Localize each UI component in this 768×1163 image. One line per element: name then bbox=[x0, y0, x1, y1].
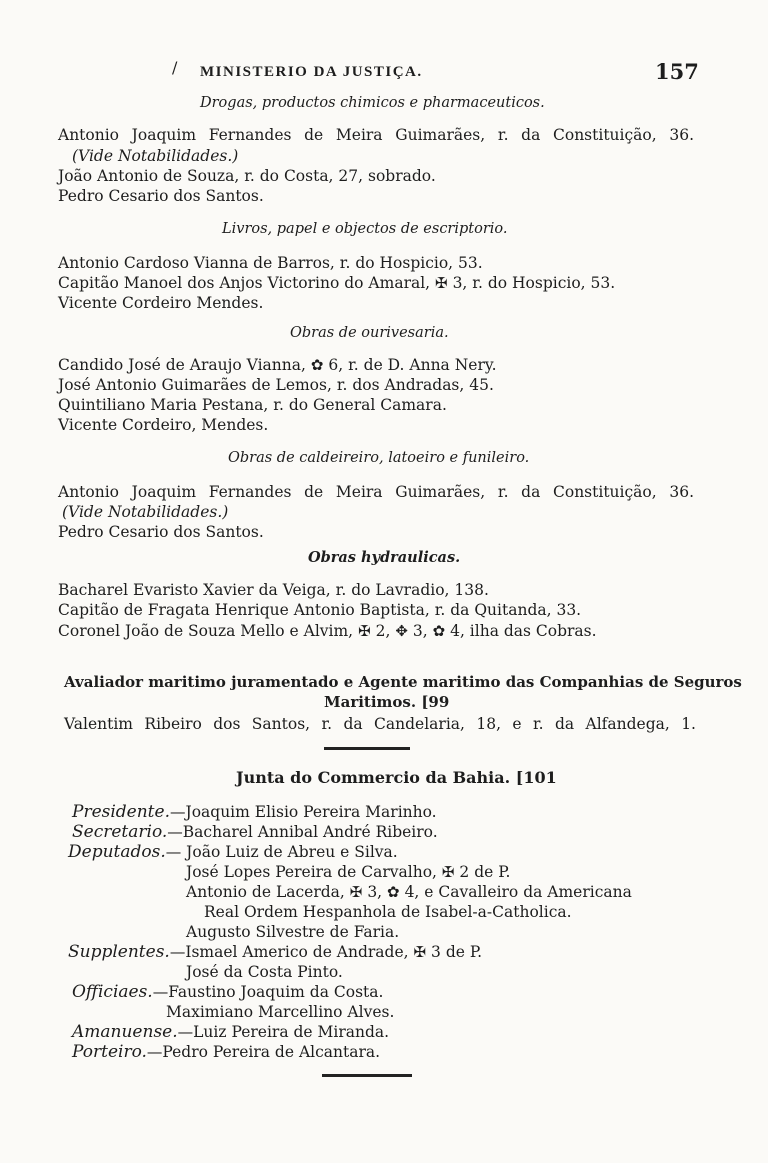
jose-lopes-text-b: 2 de P. bbox=[459, 863, 511, 881]
entry-hydraulicas-3-text-b: 2, bbox=[375, 622, 391, 640]
label-secretario: Secretario. bbox=[72, 822, 168, 842]
value-porteiro: —Pedro Pereira de Alcantara. bbox=[146, 1043, 381, 1061]
entry-ourivesaria-1 bbox=[58, 355, 497, 375]
label-presidente: Presidente. bbox=[72, 802, 170, 822]
junta-deputados bbox=[68, 842, 398, 862]
section-title-hydraulicas: Obras hydraulicas. bbox=[308, 549, 461, 566]
section-title-ourivesaria: Obras de ourivesaria. bbox=[290, 325, 449, 341]
cross-icon: ✠ bbox=[358, 622, 371, 640]
lacerda-text-a: Antonio de Lacerda, bbox=[186, 883, 345, 901]
junta-maximiano: Maximiano Marcellino Alves. bbox=[166, 1003, 395, 1021]
entry-ourivesaria-3: Quintiliano Maria Pestana, r. do General Camara. bbox=[58, 396, 447, 414]
value-amanuense: —Luiz Pereira de Miranda. bbox=[177, 1023, 390, 1041]
section-title-drogas: Drogas, productos chimicos e pharmaceuticos. bbox=[200, 95, 545, 111]
entry-drogas-4: Pedro Cesario dos Santos. bbox=[58, 187, 264, 205]
entry-caldeireiro-3: Pedro Cesario dos Santos. bbox=[58, 523, 264, 541]
entry-livros-2 bbox=[58, 273, 615, 293]
running-header-title: MINISTERIO DA JUSTIÇA. bbox=[200, 64, 423, 80]
entry-caldeireiro-1: Antonio Joaquim Fernandes de Meira Guimarães, r. da Constituição, 36. bbox=[58, 483, 694, 501]
junta-officiaes bbox=[72, 982, 383, 1002]
value-deputados: — João Luiz de Abreu e Silva. bbox=[165, 843, 398, 861]
cross-icon: ✠ bbox=[413, 943, 427, 961]
label-porteiro: Porteiro. bbox=[72, 1042, 147, 1062]
entry-ourivesaria-2: José Antonio Guimarães de Lemos, r. dos Andradas, 45. bbox=[58, 376, 494, 394]
star-icon: ✥ bbox=[395, 622, 408, 640]
avaliador-entry: Valentim Ribeiro dos Santos, r. da Candelaria, 18, e r. da Alfandega, 1. bbox=[64, 715, 696, 733]
entry-livros-1: Antonio Cardoso Vianna de Barros, r. do Hospicio, 53. bbox=[58, 254, 483, 272]
entry-drogas-3: João Antonio de Souza, r. do Costa, 27, sobrado. bbox=[58, 167, 436, 185]
value-secretario: —Bacharel Annibal André Ribeiro. bbox=[167, 823, 438, 841]
junta-supplentes bbox=[68, 942, 482, 962]
entry-ourivesaria-1-text-b: 6, r. de D. Anna Nery. bbox=[328, 356, 497, 374]
label-amanuense: Amanuense. bbox=[72, 1022, 178, 1042]
section-title-livros: Livros, papel e objectos de escriptorio. bbox=[222, 221, 508, 237]
entry-ourivesaria-4: Vicente Cordeiro, Mendes. bbox=[58, 416, 269, 434]
junta-jose-lopes bbox=[186, 862, 510, 882]
supplentes-text-b: 3 de P. bbox=[431, 943, 483, 961]
rose-icon: ✿ bbox=[387, 883, 400, 901]
divider-rule bbox=[324, 747, 410, 750]
entry-drogas-1: Antonio Joaquim Fernandes de Meira Guimarães, r. da Constituição, 36. bbox=[58, 126, 694, 144]
cross-icon: ✠ bbox=[441, 863, 455, 881]
entry-livros-2-text-a: Capitão Manoel dos Anjos Victorino do Amaral, bbox=[58, 274, 431, 292]
junta-amanuense bbox=[72, 1022, 389, 1042]
value-officiaes: —Faustino Joaquim da Costa. bbox=[152, 983, 384, 1001]
junta-lacerda bbox=[186, 882, 632, 902]
entry-ourivesaria-1-text-a: Candido José de Araujo Vianna, bbox=[58, 356, 306, 374]
label-officiaes: Officiaes. bbox=[72, 982, 153, 1002]
entry-hydraulicas-3 bbox=[58, 621, 597, 641]
header-mark: / bbox=[172, 58, 178, 77]
entry-hydraulicas-2: Capitão de Fragata Henrique Antonio Baptista, r. da Quitanda, 33. bbox=[58, 601, 582, 619]
section-title-caldeireiro: Obras de caldeireiro, latoeiro e funileiro. bbox=[228, 450, 530, 466]
junta-presidente bbox=[72, 802, 437, 822]
lacerda-text-c: 4, e Cavalleiro da Americana bbox=[404, 883, 632, 901]
label-supplentes: Supplentes. bbox=[68, 942, 170, 962]
entry-livros-2-text-b: 3, r. do Hospicio, 53. bbox=[452, 274, 616, 292]
avaliador-heading-1: Avaliador maritimo juramentado e Agente maritimo das Companhias de Seguros bbox=[64, 673, 742, 691]
entry-hydraulicas-1: Bacharel Evaristo Xavier da Veiga, r. do Lavradio, 138. bbox=[58, 581, 489, 599]
supplentes-text-a: —Ismael Americo de Andrade, bbox=[169, 943, 409, 961]
junta-jose-costa: José da Costa Pinto. bbox=[186, 963, 343, 981]
cross-icon: ✠ bbox=[435, 274, 448, 292]
rose-icon: ✿ bbox=[310, 356, 324, 374]
jose-lopes-text-a: José Lopes Pereira de Carvalho, bbox=[186, 863, 437, 881]
junta-augusto: Augusto Silvestre de Faria. bbox=[186, 923, 400, 941]
junta-secretario bbox=[72, 822, 438, 842]
lacerda-text-b: 3, bbox=[367, 883, 383, 901]
junta-real-ordem: Real Ordem Hespanhola de Isabel-a-Catholica. bbox=[204, 903, 572, 921]
label-deputados: Deputados. bbox=[68, 842, 166, 862]
entry-hydraulicas-3-text-a: Coronel João de Souza Mello e Alvim, bbox=[58, 622, 354, 640]
entry-hydraulicas-3-text-c: 3, bbox=[412, 622, 428, 640]
page-number: 157 bbox=[655, 59, 699, 84]
junta-porteiro bbox=[72, 1042, 380, 1062]
entry-hydraulicas-3-text-d: 4, ilha das Cobras. bbox=[450, 622, 597, 640]
avaliador-heading-2: Maritimos. [99 bbox=[324, 693, 450, 711]
value-presidente: —Joaquim Elisio Pereira Marinho. bbox=[169, 803, 437, 821]
junta-title: Junta do Commercio da Bahia. [101 bbox=[236, 768, 557, 787]
cross-icon: ✠ bbox=[349, 883, 363, 901]
rose-icon: ✿ bbox=[432, 622, 446, 640]
divider-rule-bottom bbox=[322, 1074, 412, 1077]
entry-drogas-2: (Vide Notabilidades.) bbox=[72, 147, 239, 165]
entry-livros-3: Vicente Cordeiro Mendes. bbox=[58, 294, 264, 312]
entry-caldeireiro-2: (Vide Notabilidades.) bbox=[62, 503, 229, 521]
